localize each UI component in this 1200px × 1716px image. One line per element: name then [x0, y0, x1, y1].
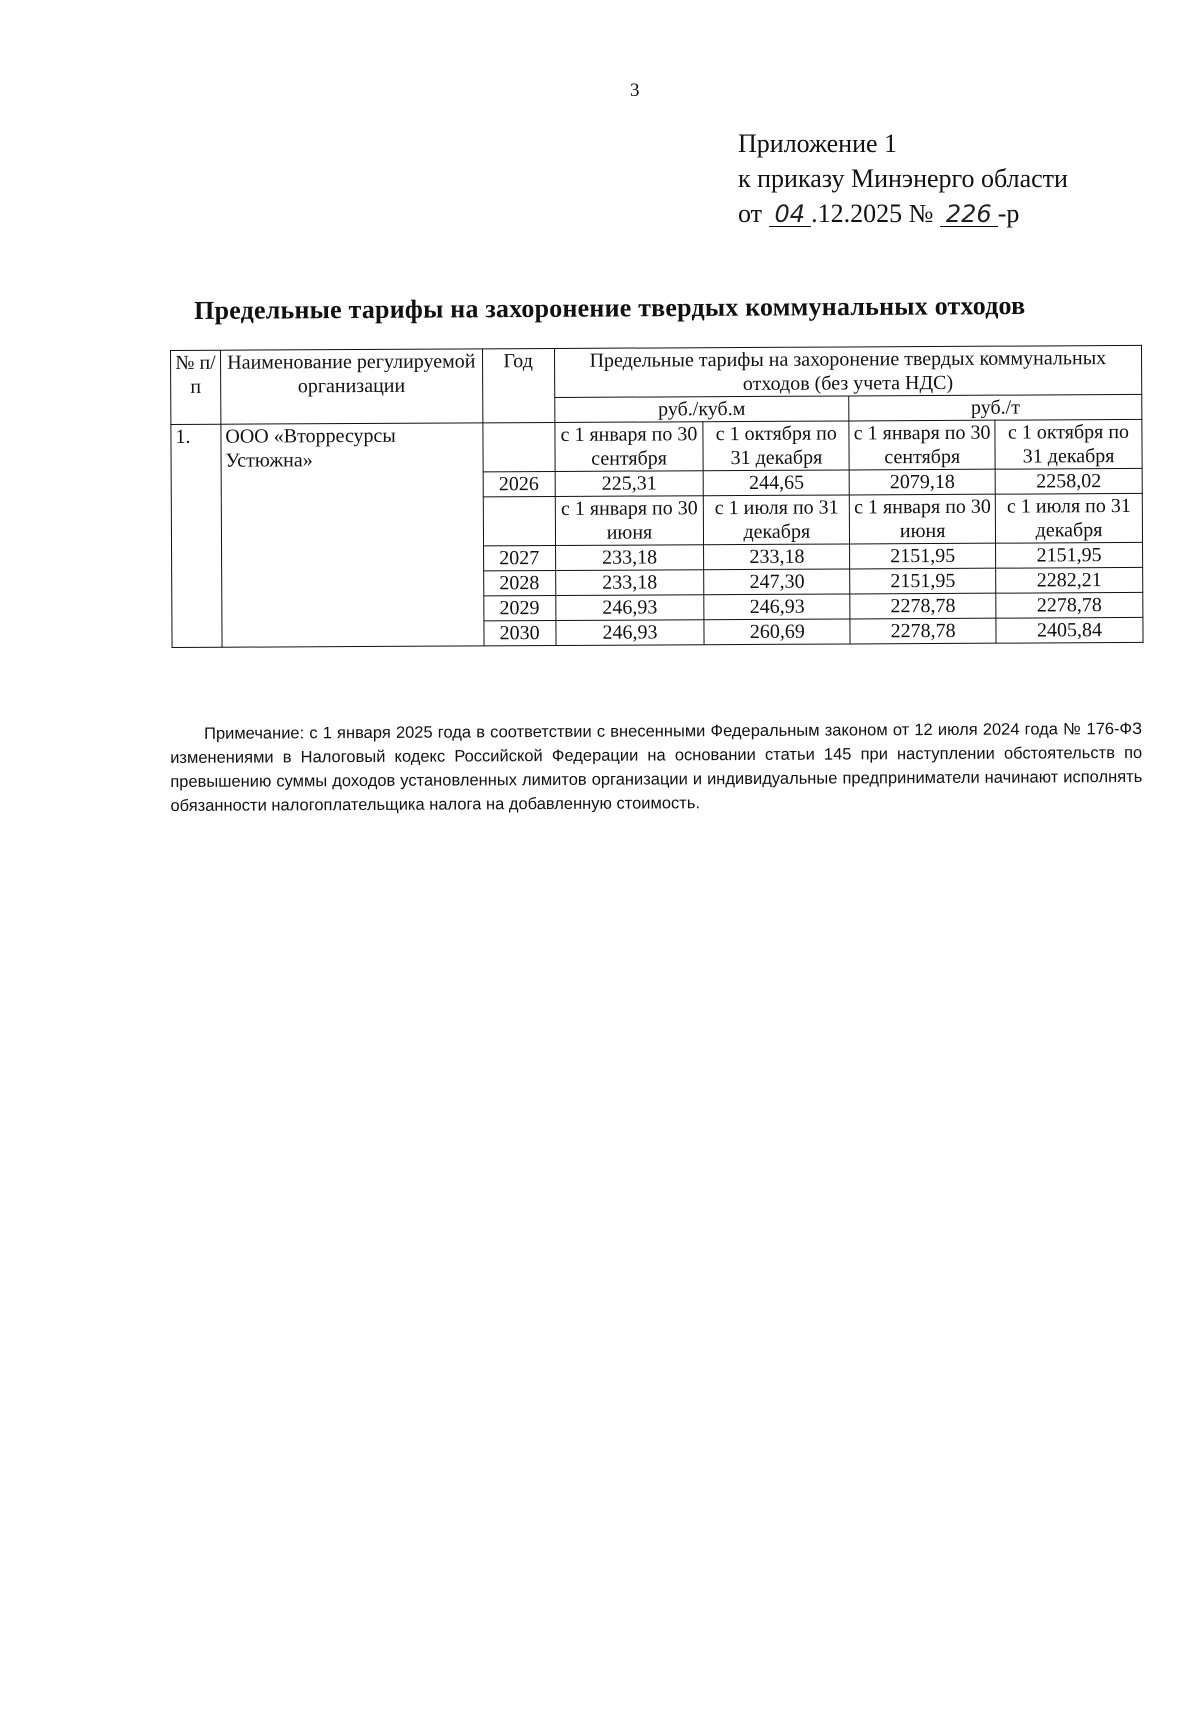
- tariff-value: 233,18: [555, 545, 704, 571]
- tariff-value: 247,30: [704, 569, 850, 595]
- handwritten-day: 04: [769, 202, 812, 227]
- page-number: 3: [630, 80, 640, 101]
- tariff-value: 233,18: [555, 570, 704, 596]
- tariffs-table: [170, 345, 1144, 648]
- period-cell: с 1 января по 30 сентября: [554, 422, 703, 472]
- year-cell: 2027: [483, 545, 555, 570]
- year-cell: 2030: [484, 620, 556, 645]
- tariff-value: 2282,21: [996, 567, 1143, 593]
- tariff-value: 246,93: [555, 620, 704, 646]
- header-unit-ton: руб./т: [849, 394, 1142, 421]
- tariff-value: 2151,95: [850, 568, 996, 594]
- tariff-value: 246,93: [555, 595, 704, 621]
- row-number: 1.: [171, 424, 222, 647]
- period-cell: с 1 января по 30 июня: [850, 494, 996, 544]
- organization-name: ООО «Вторресурсы Устюжна»: [221, 423, 484, 647]
- appendix-line-1: Приложение 1: [738, 129, 898, 158]
- date-prefix: от: [738, 199, 763, 228]
- tariff-value: 233,18: [704, 544, 850, 570]
- footnote: Примечание: с 1 января 2025 года в соответствии с внесенными Федеральным законом от 12 июля 2024 года № 176-ФЗ изменениями в Налоговый кодекс Российской Федерации на основании статьи 145 при наступлении обстоятельств по превышению суммы доходов установленных лимитов организации и индивидуальные предприниматели начинают исполнять обязанности налогоплательщика налога на добавленную стоимость.: [170, 719, 1143, 815]
- year-cell-empty: [483, 422, 555, 471]
- year-cell: 2028: [483, 570, 555, 595]
- tariff-value: 244,65: [704, 470, 850, 496]
- order-suffix: -р: [997, 199, 1020, 228]
- header-unit-cubic-meter: руб./куб.м: [554, 396, 849, 423]
- header-org: Наименование регулируемой организации: [220, 349, 482, 424]
- period-cell: с 1 января по 30 июня: [555, 496, 704, 546]
- year-cell: 2029: [483, 595, 555, 620]
- date-rest: .12.2025 №: [811, 199, 934, 228]
- header-row-1: [171, 345, 1142, 399]
- tariff-value: 2278,78: [850, 618, 996, 644]
- tariff-value: 246,93: [704, 594, 850, 620]
- tariff-value: 2405,84: [996, 617, 1143, 643]
- period-cell: с 1 июля по 31 декабря: [704, 495, 850, 545]
- tariff-value: 2278,78: [996, 592, 1143, 618]
- tariff-value: 260,69: [704, 619, 850, 645]
- tariff-value: 2079,18: [849, 469, 995, 495]
- tariff-value: 225,31: [555, 471, 704, 497]
- period-cell: с 1 октября по 31 декабря: [995, 419, 1142, 469]
- appendix-block: [738, 126, 1068, 231]
- tariff-value: 2151,95: [996, 542, 1143, 568]
- period-cell: с 1 июля по 31 декабря: [995, 493, 1142, 543]
- year-cell-empty: [483, 496, 555, 545]
- period-row-2026: [171, 419, 1142, 473]
- header-year: Год: [482, 348, 554, 422]
- tariff-value: 2258,02: [995, 468, 1142, 494]
- appendix-date-line: [738, 196, 1068, 231]
- document-title: Предельные тарифы на захоронение твердых коммунальных отходов: [194, 290, 1026, 325]
- period-cell: с 1 октября по 31 декабря: [703, 421, 849, 471]
- handwritten-order-number: 226: [940, 202, 998, 227]
- header-tariffs: Предельные тарифы на захоронение твердых коммунальных отходов (без учета НДС): [554, 345, 1142, 397]
- period-cell: с 1 января по 30 сентября: [849, 420, 995, 470]
- header-num: № п/п: [171, 350, 221, 424]
- year-cell: 2026: [483, 471, 555, 496]
- tariff-value: 2278,78: [850, 593, 996, 619]
- tariff-value: 2151,95: [850, 543, 996, 569]
- appendix-line-2: к приказу Минэнерго области: [738, 164, 1068, 193]
